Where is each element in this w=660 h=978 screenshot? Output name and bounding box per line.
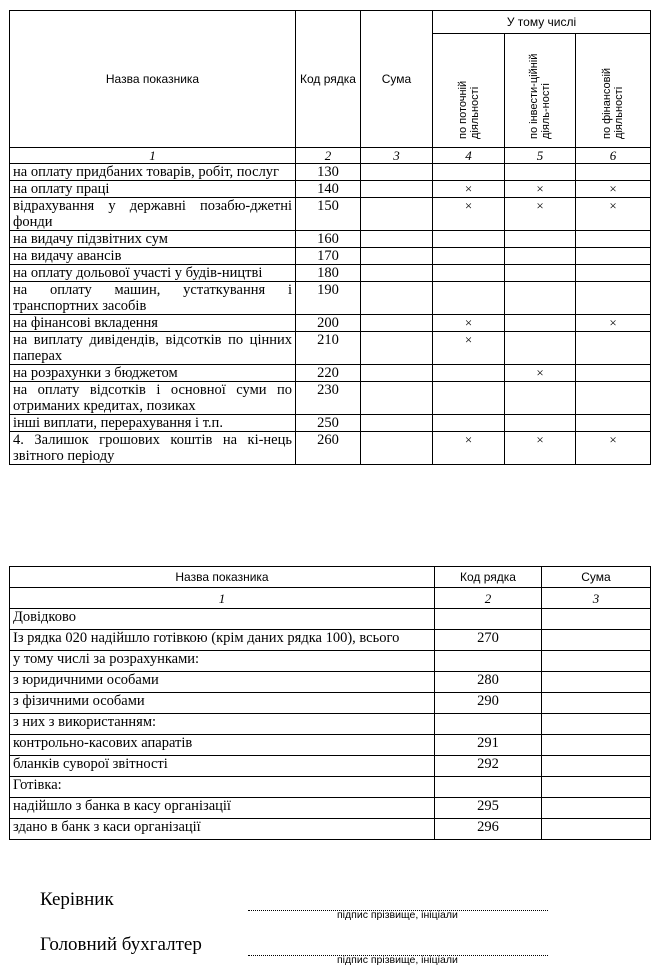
table-row (10, 315, 651, 332)
ref-row-code: 290 (435, 693, 542, 714)
row-code: 130 (296, 164, 361, 181)
table-row (10, 248, 651, 265)
header-sum: Сума (361, 11, 433, 148)
ref-row-name: у тому числі за розрахунками: (10, 651, 435, 672)
ref-row-code (435, 714, 542, 735)
table-row (10, 798, 651, 819)
ref-row-name: Готівка: (10, 777, 435, 798)
reference-table (9, 566, 651, 840)
ref-row-sum[interactable] (542, 735, 651, 756)
row-sum[interactable] (361, 315, 433, 332)
row-investment-activity[interactable] (505, 332, 576, 365)
row-current-activity[interactable] (433, 382, 505, 415)
ref-row-name: з юридичними особами (10, 672, 435, 693)
ref-row-code (435, 609, 542, 630)
table-row (10, 777, 651, 798)
row-sum[interactable] (361, 231, 433, 248)
ref-row-sum[interactable] (542, 609, 651, 630)
row-name: на оплату придбаних товарів, робіт, послуг (10, 164, 296, 181)
ref-row-name: здано в банк з каси організації (10, 819, 435, 840)
row-code: 200 (296, 315, 361, 332)
ref-row-sum[interactable] (542, 714, 651, 735)
row-financial-activity[interactable] (576, 282, 651, 315)
row-investment-activity[interactable] (505, 415, 576, 432)
col-number-1: 1 (10, 148, 296, 164)
row-financial-activity[interactable] (576, 415, 651, 432)
header-current-activity (433, 34, 505, 148)
row-code: 180 (296, 265, 361, 282)
row-name: на оплату дольової участі у будів-ництві (10, 265, 296, 282)
ref-row-name: бланків суворої звітності (10, 756, 435, 777)
table-row (10, 382, 651, 415)
ref-row-code: 292 (435, 756, 542, 777)
manager-label: Керівник (40, 889, 114, 910)
row-sum[interactable] (361, 332, 433, 365)
row-code: 190 (296, 282, 361, 315)
ref-row-sum[interactable] (542, 693, 651, 714)
table-row (10, 651, 651, 672)
row-financial-activity[interactable]: × (576, 432, 651, 465)
row-name: на оплату машин, устаткування і транспортних засобів (10, 282, 296, 315)
row-current-activity[interactable]: × (433, 315, 505, 332)
row-name: відрахування у державні позабю-джетні фонди (10, 198, 296, 231)
row-current-activity[interactable]: × (433, 198, 505, 231)
row-financial-activity[interactable]: × (576, 181, 651, 198)
ref-row-name: з них з використанням: (10, 714, 435, 735)
row-financial-activity[interactable] (576, 332, 651, 365)
ref-col-number-2: 2 (435, 588, 542, 609)
row-investment-activity[interactable] (505, 164, 576, 181)
row-name: на оплату відсотків і основної суми по отриманих кредитах, позиках (10, 382, 296, 415)
row-sum[interactable] (361, 365, 433, 382)
table-row (10, 415, 651, 432)
accountant-signature-caption: підпис прізвище, ініціали (337, 954, 458, 966)
table-row (10, 672, 651, 693)
row-name: 4. Залишок грошових коштів на кі-нець звітного періоду (10, 432, 296, 465)
row-current-activity[interactable] (433, 365, 505, 382)
cash-flow-table (9, 10, 651, 465)
row-investment-activity[interactable] (505, 382, 576, 415)
row-financial-activity[interactable] (576, 265, 651, 282)
ref-header-code: Код рядка (435, 567, 542, 588)
row-financial-activity[interactable] (576, 365, 651, 382)
table-row (10, 630, 651, 651)
table-row (10, 819, 651, 840)
row-name: на видачу підзвітних сум (10, 231, 296, 248)
row-current-activity[interactable] (433, 415, 505, 432)
ref-row-code: 270 (435, 630, 542, 651)
ref-row-sum[interactable] (542, 630, 651, 651)
row-current-activity[interactable]: × (433, 432, 505, 465)
ref-col-number-1: 1 (10, 588, 435, 609)
row-sum[interactable] (361, 265, 433, 282)
table-row (10, 282, 651, 315)
row-current-activity[interactable] (433, 265, 505, 282)
ref-row-sum[interactable] (542, 819, 651, 840)
row-current-activity[interactable]: × (433, 181, 505, 198)
table-row (10, 693, 651, 714)
row-sum[interactable] (361, 415, 433, 432)
row-investment-activity[interactable] (505, 315, 576, 332)
row-investment-activity[interactable]: × (505, 181, 576, 198)
ref-row-name: Довідково (10, 609, 435, 630)
row-code: 170 (296, 248, 361, 265)
row-sum[interactable] (361, 198, 433, 231)
col-number-6: 6 (576, 148, 651, 164)
ref-row-sum[interactable] (542, 651, 651, 672)
table-row (10, 332, 651, 365)
ref-row-name: надійшло з банка в касу організації (10, 798, 435, 819)
ref-row-sum[interactable] (542, 777, 651, 798)
row-name: на видачу авансів (10, 248, 296, 265)
row-financial-activity[interactable]: × (576, 198, 651, 231)
ref-row-sum[interactable] (542, 756, 651, 777)
ref-row-name: контрольно-касових апаратів (10, 735, 435, 756)
row-sum[interactable] (361, 181, 433, 198)
table-row (10, 432, 651, 465)
header-investment-activity (505, 34, 576, 148)
row-current-activity[interactable] (433, 248, 505, 265)
header-financial-activity (576, 34, 651, 148)
row-code: 230 (296, 382, 361, 415)
table-row (10, 265, 651, 282)
row-investment-activity[interactable]: × (505, 198, 576, 231)
ref-col-number-3: 3 (542, 588, 651, 609)
row-code: 210 (296, 332, 361, 365)
table-row (10, 181, 651, 198)
header-name: Назва показника (10, 11, 296, 148)
header-including: У тому числі (433, 11, 651, 34)
row-current-activity[interactable]: × (433, 332, 505, 365)
header-investment-activity-label: по інвести-ційній діяль-ності (528, 53, 552, 139)
table-row (10, 756, 651, 777)
col-number-5: 5 (505, 148, 576, 164)
ref-row-code (435, 777, 542, 798)
row-financial-activity[interactable] (576, 164, 651, 181)
ref-row-name: Із рядка 020 надійшло готівкою (крім даних рядка 100), всього (10, 630, 435, 651)
row-name: на розрахунки з бюджетом (10, 365, 296, 382)
row-investment-activity[interactable] (505, 231, 576, 248)
ref-row-sum[interactable] (542, 672, 651, 693)
table-row (10, 609, 651, 630)
ref-row-name: з фізичними особами (10, 693, 435, 714)
table-row (10, 164, 651, 181)
header-financial-activity-label: по фінансовій діяльності (601, 67, 626, 139)
row-code: 150 (296, 198, 361, 231)
table-row (10, 735, 651, 756)
row-current-activity[interactable] (433, 282, 505, 315)
col-number-4: 4 (433, 148, 505, 164)
manager-signature-caption: підпис прізвище, ініціали (337, 909, 458, 921)
col-number-2: 2 (296, 148, 361, 164)
ref-row-code: 296 (435, 819, 542, 840)
row-investment-activity[interactable]: × (505, 432, 576, 465)
row-code: 220 (296, 365, 361, 382)
row-sum[interactable] (361, 248, 433, 265)
row-sum[interactable] (361, 164, 433, 181)
row-code: 140 (296, 181, 361, 198)
row-current-activity[interactable] (433, 231, 505, 248)
row-name: інші виплати, перерахування і т.п. (10, 415, 296, 432)
ref-row-code (435, 651, 542, 672)
row-name: на фінансові вкладення (10, 315, 296, 332)
table-row (10, 198, 651, 231)
header-code: Код рядка (296, 11, 361, 148)
table-row (10, 365, 651, 382)
row-code: 160 (296, 231, 361, 248)
row-investment-activity[interactable] (505, 282, 576, 315)
row-financial-activity[interactable] (576, 248, 651, 265)
row-name: на оплату праці (10, 181, 296, 198)
ref-row-sum[interactable] (542, 798, 651, 819)
row-financial-activity[interactable] (576, 382, 651, 415)
row-sum[interactable] (361, 432, 433, 465)
row-investment-activity[interactable]: × (505, 365, 576, 382)
row-code: 250 (296, 415, 361, 432)
ref-header-sum: Сума (542, 567, 651, 588)
col-number-3: 3 (361, 148, 433, 164)
row-sum[interactable] (361, 282, 433, 315)
row-current-activity[interactable] (433, 164, 505, 181)
row-financial-activity[interactable]: × (576, 315, 651, 332)
ref-row-code: 291 (435, 735, 542, 756)
accountant-label: Головний бухгалтер (40, 934, 202, 955)
table-row (10, 714, 651, 735)
row-name: на виплату дивідендів, відсотків по цінних паперах (10, 332, 296, 365)
ref-header-name: Назва показника (10, 567, 435, 588)
header-current-activity-label: по поточній діяльності (456, 80, 481, 139)
row-investment-activity[interactable] (505, 265, 576, 282)
ref-row-code: 280 (435, 672, 542, 693)
row-financial-activity[interactable] (576, 231, 651, 248)
row-sum[interactable] (361, 382, 433, 415)
ref-row-code: 295 (435, 798, 542, 819)
row-investment-activity[interactable] (505, 248, 576, 265)
row-code: 260 (296, 432, 361, 465)
table-row (10, 231, 651, 248)
